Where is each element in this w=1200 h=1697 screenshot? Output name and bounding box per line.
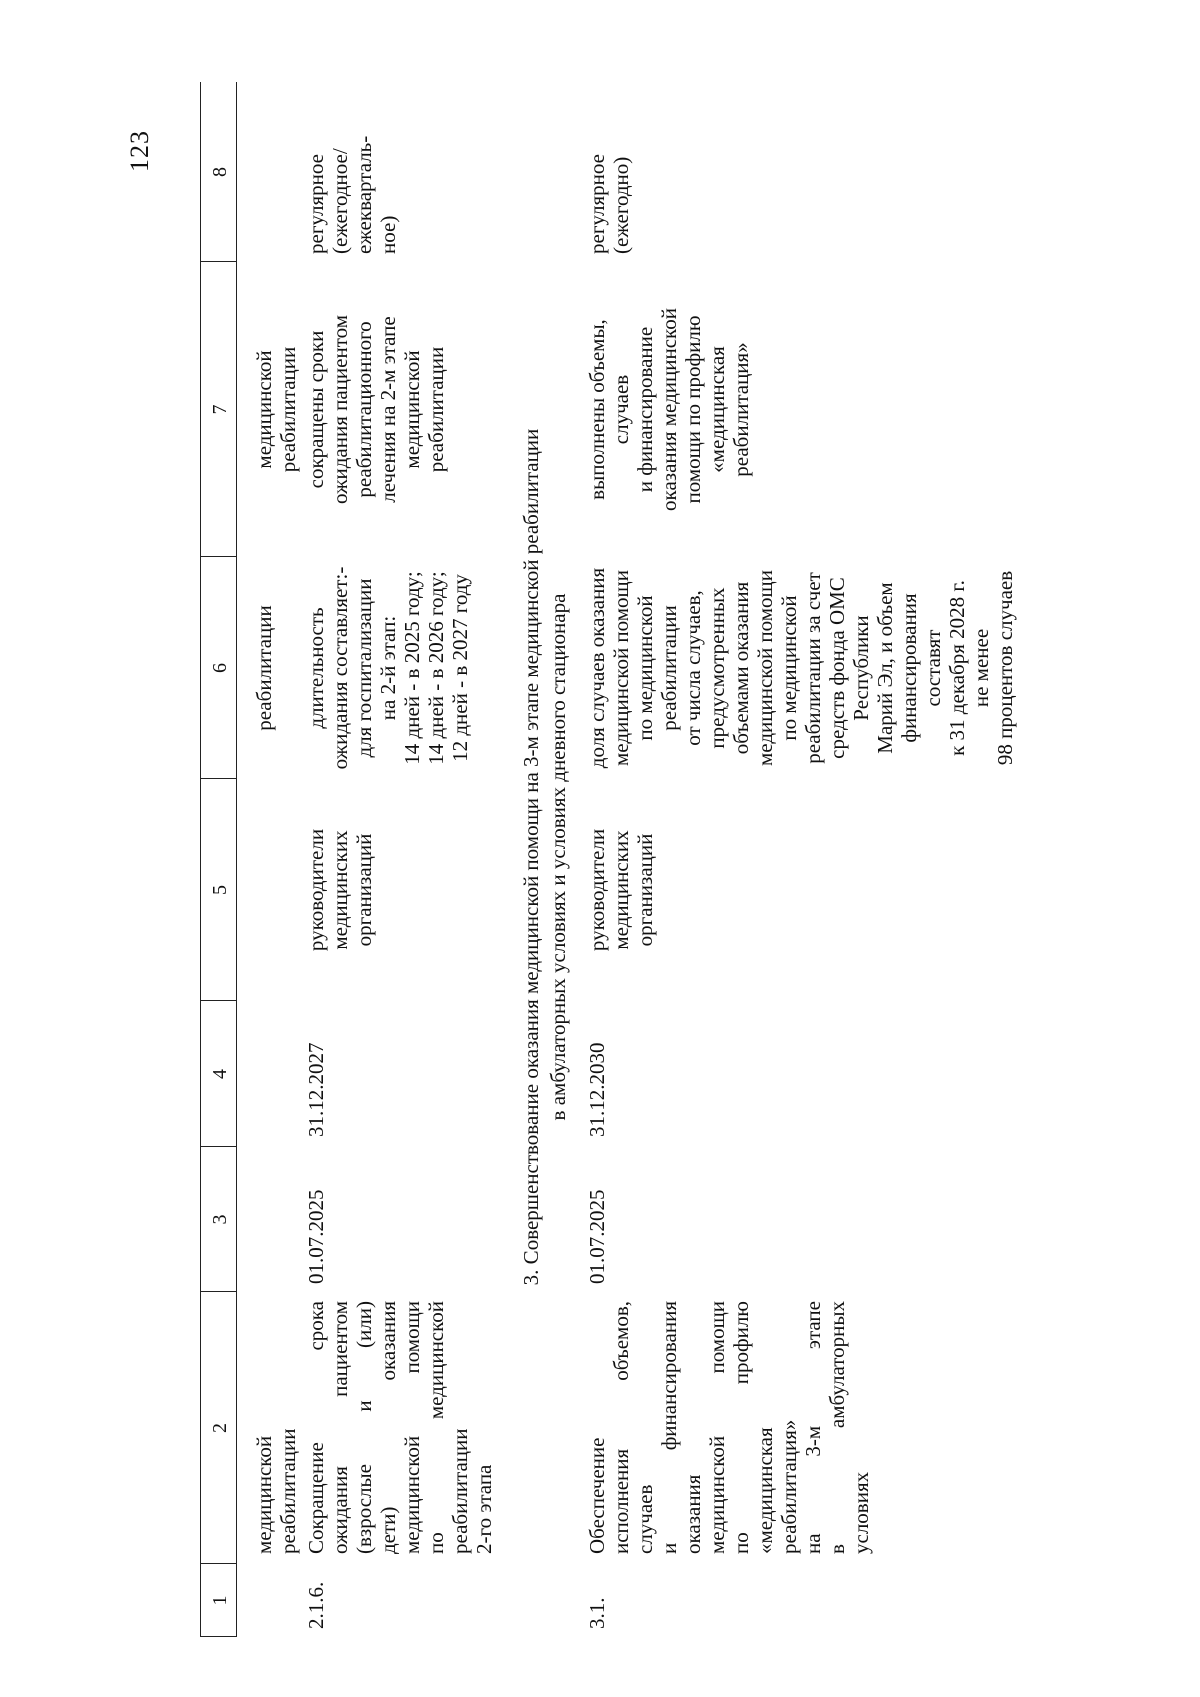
page-number: 123: [125, 130, 154, 172]
column-number-2: 2: [209, 1423, 231, 1433]
row-216-frequency: [304, 84, 400, 254]
section-3-title-line2: в амбулаторных условиях и условиях дневного стационара: [546, 593, 570, 1121]
text-line: на 3-м этапе: [801, 1301, 825, 1554]
text-line: (ежегодно): [609, 156, 633, 254]
text-line: дети) оказания: [376, 1301, 400, 1554]
text-line: медицинской помощи: [753, 570, 777, 766]
text-line: «медицинская: [705, 346, 729, 473]
text-line: регулярное: [304, 154, 328, 254]
text-line: Сокращение срока: [304, 1301, 328, 1554]
table-top-border: [200, 82, 201, 1637]
row-216-indicator: [304, 557, 472, 779]
column-number-4: 4: [209, 1069, 231, 1079]
row-216-measure: [304, 1301, 496, 1554]
text-line: случаев: [633, 1484, 657, 1554]
text-line: условиях: [849, 1471, 873, 1554]
text-line: реабилитации: [448, 1428, 472, 1554]
text-line: от числа случаев,: [681, 590, 705, 746]
text-line: 98 процентов случаев: [993, 570, 1017, 766]
text-line: на 2-й этап:: [376, 615, 400, 721]
table-header-bottom-border: [236, 82, 237, 1637]
text-line: лечения на 2-м этапе: [376, 316, 400, 503]
text-line: медицинской: [252, 1435, 276, 1554]
column-number-3: 3: [209, 1214, 231, 1225]
text-line: медицинской: [252, 350, 276, 469]
text-line: объемами оказания: [729, 581, 753, 755]
text-line: и финансирование: [633, 326, 657, 493]
text-line: Марий Эл, и объем: [873, 582, 897, 754]
text-line: Республики: [849, 615, 873, 721]
text-line: по медицинской: [633, 595, 657, 741]
column-number-7: 7: [209, 404, 231, 415]
text-line: реабилитации: [657, 605, 681, 731]
text-line: случаев: [609, 374, 633, 445]
text-line: ожидания пациентом: [328, 1301, 352, 1554]
text-line: медицинской помощи: [705, 1301, 729, 1554]
text-line: медицинской: [400, 350, 424, 469]
text-line: Обеспечение: [585, 1437, 609, 1554]
text-line: «медицинская: [753, 1427, 777, 1554]
text-line: финансирования: [897, 593, 921, 743]
text-line: ное): [376, 215, 400, 254]
text-line: реабилитация»: [729, 342, 753, 477]
column-number-5: 5: [209, 885, 231, 895]
text-line: по медицинской: [777, 595, 801, 741]
text-line: по профилю: [729, 1301, 753, 1554]
text-line: 14 дней - в 2026 году;: [424, 571, 448, 765]
row-31-start-date: 01.07.2025: [585, 1189, 609, 1284]
text-line: медицинской помощи: [400, 1301, 424, 1554]
text-line: 2-го этапа: [472, 1464, 496, 1554]
text-line: реабилитационного: [352, 321, 376, 498]
continued-row-col2: [252, 1299, 300, 1554]
column-number-1: 1: [209, 1595, 231, 1606]
column-number-8: 8: [209, 167, 231, 177]
text-line: организаций: [633, 833, 657, 947]
text-line: ежекварталь-: [352, 135, 376, 254]
text-line: 14 дней - в 2025 году;: [400, 571, 424, 765]
text-line: медицинских: [328, 830, 352, 950]
continued-row-col7: [252, 262, 300, 557]
text-line: для госпитализации: [352, 578, 376, 758]
text-line: регулярное: [585, 154, 609, 254]
text-line: реабилитации: [252, 605, 276, 731]
text-line: выполнены объемы,: [585, 319, 609, 500]
text-line: реабилитации: [424, 346, 448, 473]
row-216-start-date: 01.07.2025: [304, 1189, 328, 1284]
row-31-end-date: 31.12.2030: [585, 1042, 609, 1137]
text-line: реабилитации: [276, 1428, 300, 1554]
text-line: по медицинской: [424, 1301, 448, 1554]
text-line: длительность: [304, 607, 328, 729]
text-line: ожидания составляет:-: [328, 566, 352, 770]
text-line: реабилитации за счет: [801, 572, 825, 764]
text-line: исполнения объемов,: [609, 1301, 633, 1554]
section-3-heading: [518, 77, 572, 1637]
row-216-responsible: [304, 779, 376, 1001]
text-line: руководители: [304, 828, 328, 952]
text-line: (ежегодное/: [328, 148, 352, 254]
text-line: медицинской помощи: [609, 570, 633, 766]
text-line: средств фонда ОМС: [825, 577, 849, 759]
row-31-frequency: [585, 84, 633, 254]
text-line: помощи по профилю: [681, 315, 705, 504]
row-31-result: [585, 262, 753, 557]
text-line: оказания: [681, 1474, 705, 1554]
text-line: (взрослые и (или): [352, 1301, 376, 1554]
text-line: реабилитации: [276, 346, 300, 473]
text-line: 12 дней - в 2027 году: [448, 574, 472, 762]
text-line: оказания медицинской: [657, 308, 681, 511]
text-line: медицинских: [609, 830, 633, 950]
row-31-number: 3.1.: [585, 1597, 609, 1629]
row-216-end-date: 31.12.2027: [304, 1042, 328, 1137]
text-line: составят: [921, 629, 945, 707]
text-line: реабилитация»: [777, 1419, 801, 1554]
row-216-number: 2.1.6.: [304, 1581, 328, 1629]
text-line: к 31 декабря 2028 г.: [945, 580, 969, 756]
row-31-responsible: [585, 779, 657, 1001]
text-line: не менее: [969, 628, 993, 708]
text-line: доля случаев оказания: [585, 567, 609, 769]
text-line: в амбулаторных: [825, 1301, 849, 1554]
row-216-result: [304, 262, 448, 557]
text-line: сокращены сроки: [304, 330, 328, 489]
section-3-title-line1: 3. Совершенствование оказания медицинской помощи на 3-м этапе медицинской реабилитации: [519, 428, 543, 1286]
text-line: ожидания пациентом: [328, 315, 352, 504]
text-line: предусмотренных: [705, 587, 729, 749]
continued-row-col6: [252, 557, 276, 779]
text-line: руководители: [585, 828, 609, 952]
text-line: и финансирования: [657, 1301, 681, 1554]
row-31-indicator: [585, 557, 1017, 779]
column-number-6: 6: [209, 663, 231, 673]
text-line: организаций: [352, 833, 376, 947]
row-31-measure: [585, 1301, 873, 1554]
